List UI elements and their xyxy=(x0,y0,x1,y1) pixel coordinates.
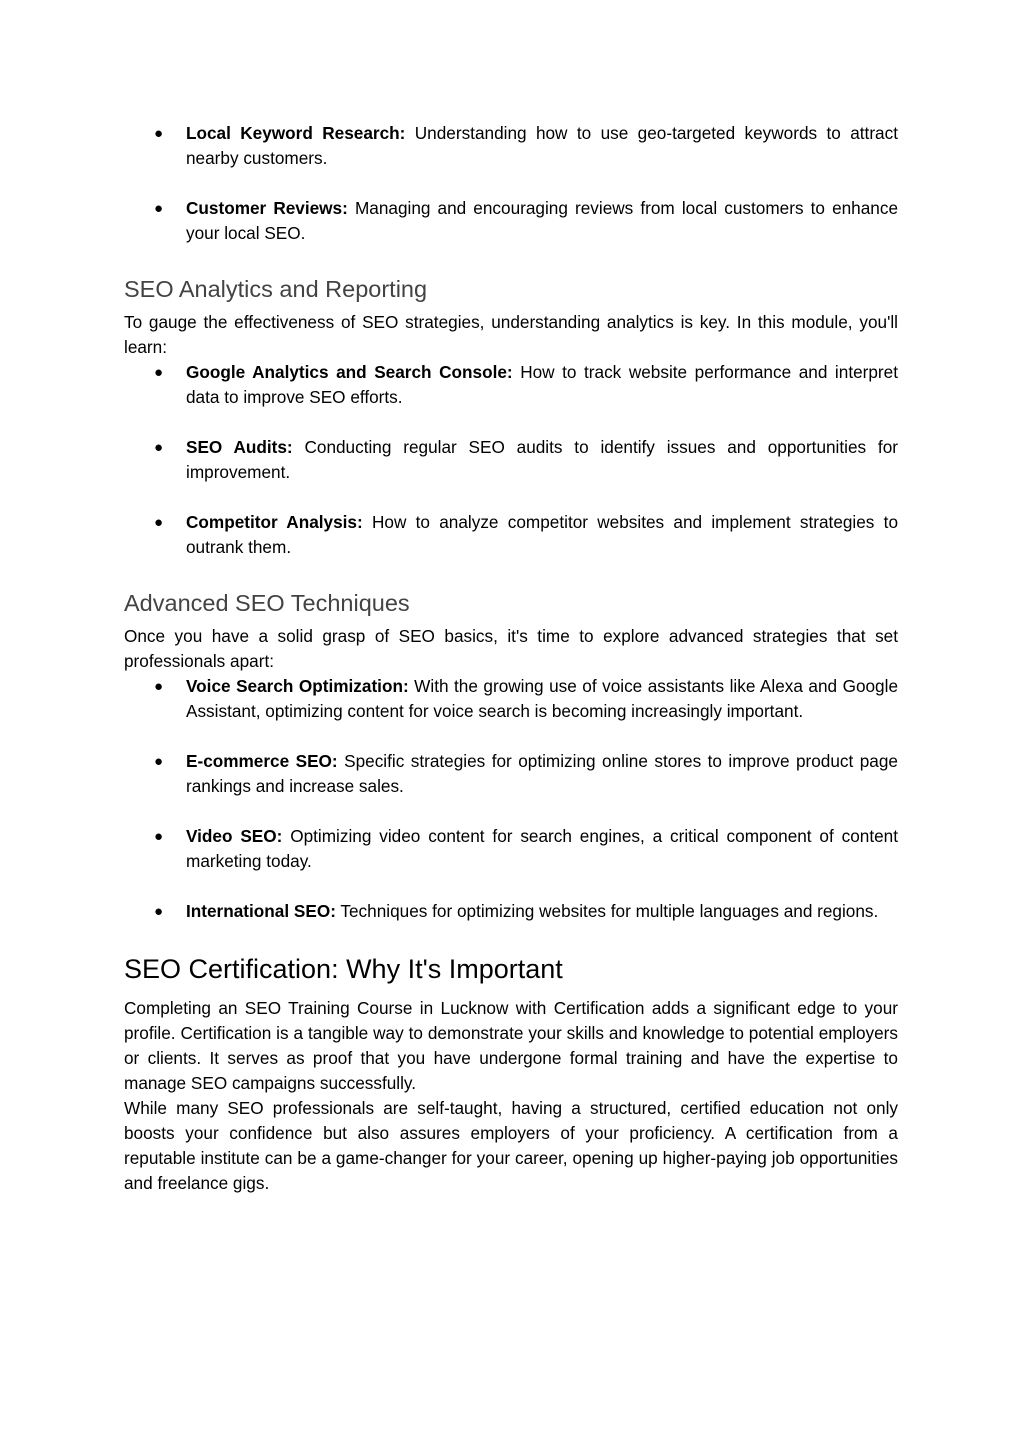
advanced-list xyxy=(124,674,898,924)
bullet-icon: ● xyxy=(154,439,164,456)
list-item-term: SEO Audits: xyxy=(186,437,293,457)
list-item-term: Customer Reviews: xyxy=(186,198,348,218)
list-item-term: Video SEO: xyxy=(186,826,283,846)
certification-paragraph-2: While many SEO professionals are self-taught, having a structured, certified education not only boosts your confidence but also assures employers of your proficiency. A certification from a reputable institute can be a game-changer for your career, opening up higher-paying job opportunities and freelance gigs. xyxy=(124,1098,898,1193)
bullet-icon: ● xyxy=(154,903,164,920)
bullet-icon: ● xyxy=(154,678,164,695)
list-item-text: Conducting regular SEO audits to identify issues and opportunities for improvement. xyxy=(186,437,898,482)
list-item-term: E-commerce SEO: xyxy=(186,751,338,771)
list-item-term: Google Analytics and Search Console: xyxy=(186,362,513,382)
section-heading-advanced: Advanced SEO Techniques xyxy=(124,590,410,616)
list-item-text: Specific strategies for optimizing online stores to improve product page rankings and increase sales. xyxy=(186,751,898,796)
bullet-icon: ● xyxy=(154,828,164,845)
list-item xyxy=(124,121,898,171)
bullet-icon: ● xyxy=(154,753,164,770)
analytics-list xyxy=(124,360,898,560)
list-item-term: Voice Search Optimization: xyxy=(186,676,409,696)
list-item-text: How to track website performance and interpret data to improve SEO efforts. xyxy=(186,362,898,407)
list-item-term: International SEO: xyxy=(186,901,336,921)
list-item xyxy=(124,824,898,874)
list-item-text: Understanding how to use geo-targeted keywords to attract nearby customers. xyxy=(186,123,898,168)
section-intro-advanced: Once you have a solid grasp of SEO basics, it's time to explore advanced strategies that set professionals apart: xyxy=(124,626,898,671)
list-item-text: With the growing use of voice assistants like Alexa and Google Assistant, optimizing content for voice search is becoming increasingly important. xyxy=(186,676,898,721)
list-item-text: Optimizing video content for search engines, a critical component of content marketing today. xyxy=(186,826,898,871)
bullet-icon: ● xyxy=(154,364,164,381)
bullet-icon: ● xyxy=(154,125,164,142)
certification-paragraph-1: Completing an SEO Training Course in Lucknow with Certification adds a significant edge to your profile. Certification is a tangible way to demonstrate your skills and knowledge to potential employers or clients. It serves as proof that you have undergone formal training and have the expertise to manage SEO campaigns successfully. xyxy=(124,998,898,1093)
document-page xyxy=(124,121,898,1196)
bullet-icon: ● xyxy=(154,200,164,217)
section-intro-analytics: To gauge the effectiveness of SEO strategies, understanding analytics is key. In this module, you'll learn: xyxy=(124,312,898,357)
section-heading-analytics: SEO Analytics and Reporting xyxy=(124,276,428,302)
list-item-text: How to analyze competitor websites and implement strategies to outrank them. xyxy=(186,512,899,557)
list-item-text: Techniques for optimizing websites for multiple languages and regions. xyxy=(340,901,879,921)
section-heading-certification: SEO Certification: Why It's Important xyxy=(124,954,563,984)
list-item xyxy=(124,435,898,485)
list-item xyxy=(124,899,898,924)
list-item xyxy=(124,360,898,410)
list-item-term: Competitor Analysis: xyxy=(186,512,363,532)
list-item xyxy=(124,510,898,560)
list-item xyxy=(124,196,898,246)
list-item-term: Local Keyword Research: xyxy=(186,123,406,143)
list-item xyxy=(124,749,898,799)
list-item-text: Managing and encouraging reviews from local customers to enhance your local SEO. xyxy=(186,198,899,243)
bullet-icon: ● xyxy=(154,514,164,531)
local-seo-list xyxy=(124,121,898,246)
list-item xyxy=(124,674,898,724)
